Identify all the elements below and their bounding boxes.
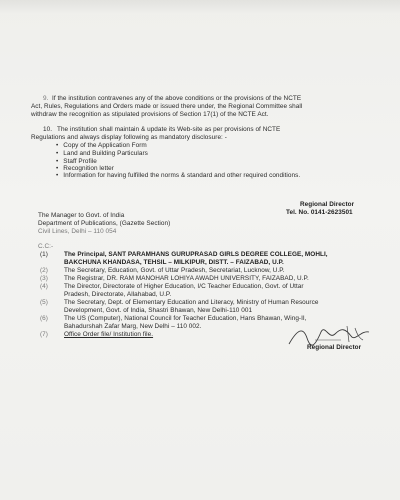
- para9-line-1: If the institution contravenes any of the above conditions or the provisions of the NCTE: [52, 95, 302, 102]
- cc-item-2-line-1: The Secretary, Education, Govt. of Uttar Pradesh, Secretariat, Lucknow, U.P.: [64, 267, 285, 274]
- scan-edge-shadow: [0, 0, 400, 14]
- cc-item-1-line-2: BAKCHUNA KHANDASA, TEHSIL – MILKIPUR, DISTT. – FAIZABAD, U.P.: [64, 259, 284, 266]
- para9-line-3: withdraw the recognition as stipulated provisions of Section 17(1) of the NCTE Act.: [31, 111, 269, 118]
- disclosure-item-norms-info: • Information for having fulfilled the norms & standard and other required conditions.: [56, 172, 300, 180]
- cc-item-4-line-1: The Director, Directorate of Higher Education, I/C Teacher Education, Govt. of Uttar: [64, 283, 304, 290]
- cc-item-7-number: (7): [40, 331, 48, 338]
- cc-item-6-number: (6): [40, 315, 48, 322]
- signatory-telephone: Tel. No. 0141-2623501: [286, 209, 353, 216]
- disclosure-item-land-building: • Land and Building Particulars: [56, 150, 148, 158]
- disclosure-item-recognition-letter: • Recognition letter: [56, 165, 114, 173]
- cc-item-5-line-2: Development, Govt. of India, Shastri Bhawan, New Delhi-110 001: [64, 307, 253, 314]
- addressee-line-2: Department of Publications, (Gazette Section): [38, 220, 171, 227]
- disclosure-item-staff-profile: • Staff Profile: [56, 158, 97, 166]
- addressee-line-1: The Manager to Govt. of India: [38, 212, 125, 219]
- cc-item-3-line-1: The Registrar, DR. RAM MANOHAR LOHIYA AWADH UNIVERSITY, FAIZABAD, U.P.: [64, 275, 309, 282]
- cc-item-6-line-1: The US (Computer), National Council for Teacher Education, Hans Bhawan, Wing-II,: [64, 315, 307, 322]
- cc-item-5-line-1: The Secretary, Dept. of Elementary Education and Literacy, Ministry of Human Resource: [64, 299, 319, 306]
- signatory-title-1: Regional Director: [300, 201, 355, 208]
- para9-line-2: Act, Rules, Regulations and Orders made or issued there under, the Regional Committee shall: [31, 103, 303, 110]
- cc-item-5-number: (5): [40, 299, 48, 306]
- addressee-line-3: Civil Lines, Delhi – 110 054: [38, 228, 117, 235]
- cc-item-7-line-1: Office Order file/ Institution file.: [64, 331, 154, 338]
- disclosure-item-application-form: • Copy of the Application Form: [56, 142, 147, 150]
- cc-item-2-number: (2): [40, 267, 48, 274]
- cc-item-4-number: (4): [40, 283, 48, 290]
- signatory-title-2: Regional Director: [307, 344, 362, 351]
- para9-number: 9.: [43, 95, 49, 102]
- cc-item-6-line-2: Bahadurshah Zafar Marg, New Delhi – 110 002.: [64, 323, 202, 330]
- cc-heading: C.C:-: [38, 243, 54, 250]
- cc-item-1-line-1: The Principal, SANT PARAMHANS GURUPRASAD GIRLS DEGREE COLLEGE, MOHLI,: [64, 251, 328, 258]
- para10-line-1: The institution shall maintain & update its Web-site as per provisions of NCTE: [57, 126, 281, 133]
- para10-line-2: Regulations and always display following as mandatory disclosure: -: [31, 134, 227, 141]
- cc-item-1-number: (1): [40, 251, 48, 258]
- para10-number: 10.: [43, 126, 53, 133]
- cc-item-3-number: (3): [40, 275, 48, 282]
- cc-item-4-line-2: Pradesh, Directorate, Allahabad, U.P.: [64, 291, 172, 298]
